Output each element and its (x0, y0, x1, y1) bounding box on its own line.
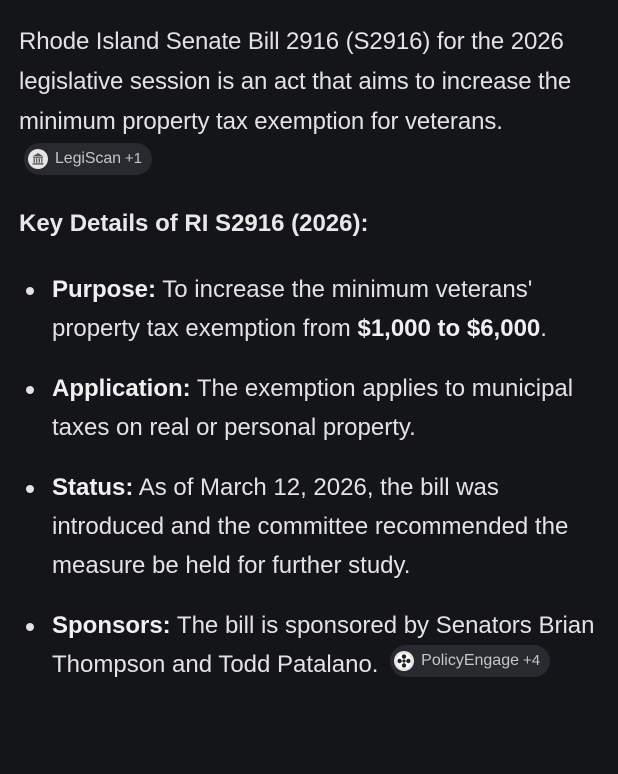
chip-more-count: +4 (522, 652, 541, 669)
intro-text: Rhode Island Senate Bill 2916 (S2916) for the 2026 legislative session is an act that aims to increase the minimum property tax exemption for veterans. (19, 28, 572, 135)
details-list (0, 270, 618, 705)
bullet-icon (26, 623, 34, 631)
policyengage-logo-icon (394, 651, 414, 671)
source-chip-legiscan[interactable] (24, 143, 152, 175)
capitol-building-icon (28, 149, 48, 169)
list-item-application (0, 369, 618, 447)
source-chip-policyengage[interactable] (390, 645, 550, 677)
chip-label: LegiScan (55, 150, 121, 167)
chip-more-count: +1 (124, 150, 142, 167)
intro-paragraph (19, 22, 609, 182)
bullet-icon (26, 485, 34, 493)
item-label: Sponsors: (52, 612, 171, 639)
bullet-icon (26, 386, 34, 394)
list-item-status (0, 468, 618, 585)
item-label: Purpose: (52, 276, 157, 303)
item-label: Status: (52, 474, 134, 501)
item-text: The exemption applies to municipal taxes on real or personal property. (52, 375, 574, 441)
item-text: As of March 12, 2026, the bill was introduced and the committee recommended the measure be held for further study. (52, 474, 569, 579)
list-item-sponsors (0, 606, 618, 684)
item-text: The bill is sponsored by Senators Brian Thompson and Todd Patalano. (52, 612, 595, 678)
list-item-purpose (0, 270, 618, 348)
item-text-end: . (540, 315, 547, 342)
section-heading: Key Details of RI S2916 (2026): (19, 210, 369, 237)
item-bold-value: $1,000 to $6,000 (357, 315, 541, 342)
chip-label: PolicyEngage (421, 652, 519, 669)
item-text: To increase the minimum veterans' property tax exemption from (52, 276, 533, 342)
bullet-icon (26, 287, 34, 295)
item-label: Application: (52, 375, 191, 402)
